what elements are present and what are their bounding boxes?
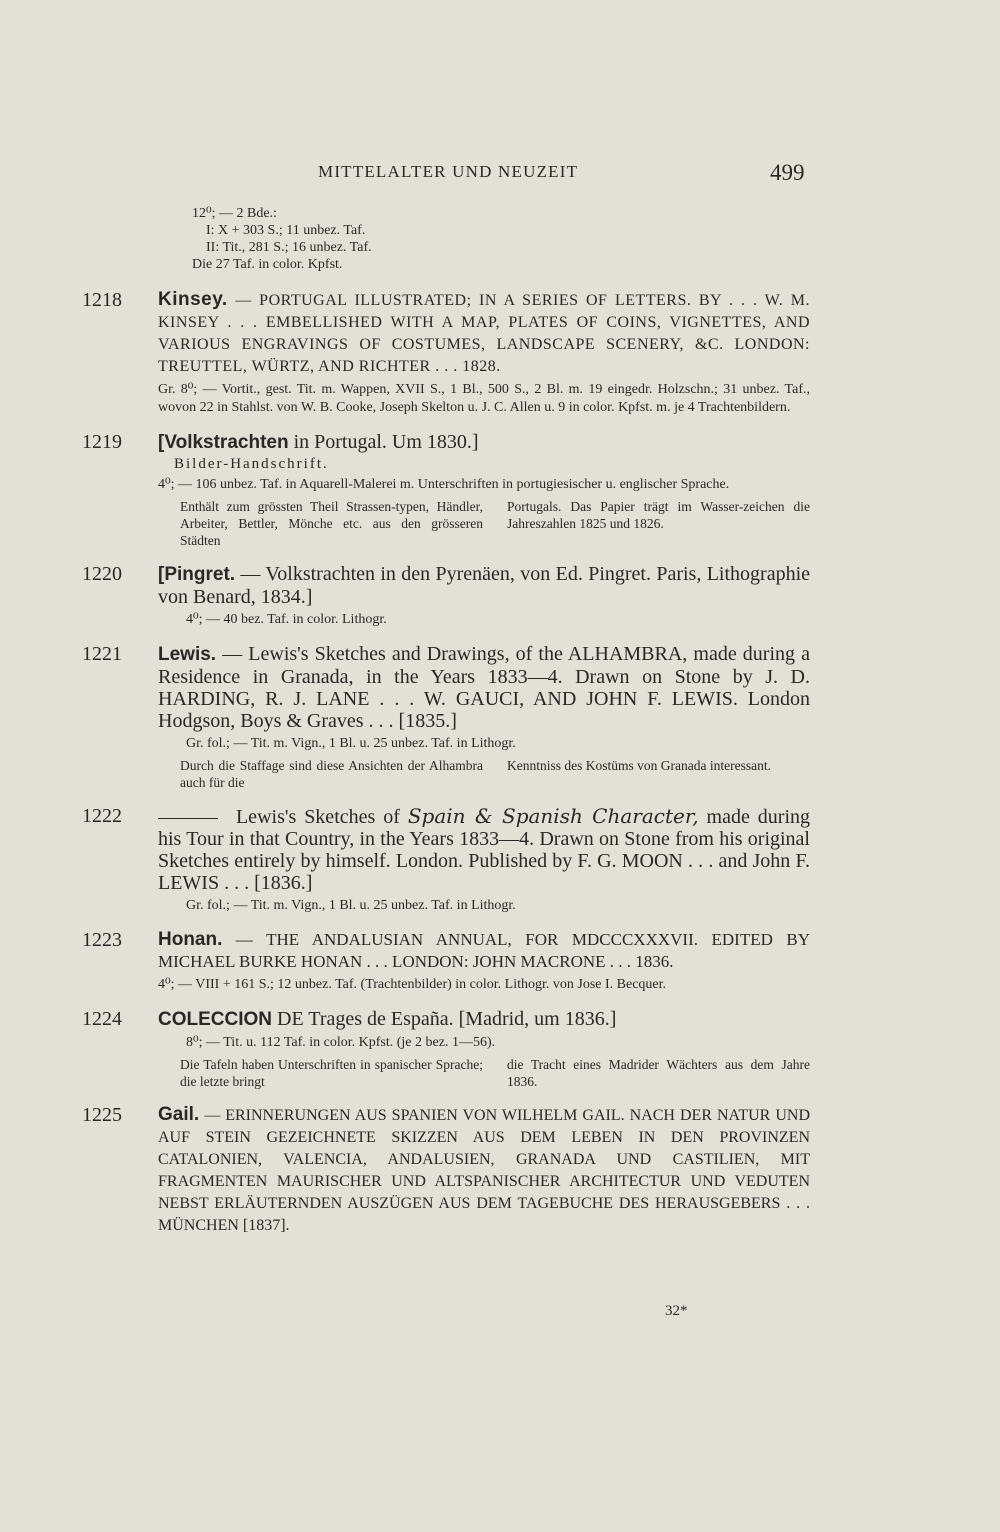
- entry-title: [158, 643, 810, 732]
- page-number: 499: [770, 160, 805, 185]
- entry-collation: 4⁰; — 40 bez. Taf. in color. Lithogr.: [186, 612, 387, 627]
- page-header: [0, 160, 1000, 190]
- note-left: Die Tafeln haben Unterschriften in spanischer Sprache; die letzte bringt: [180, 1057, 483, 1089]
- entry-author: [Volkstrachten: [158, 432, 289, 453]
- entry-author: [Pingret.: [158, 564, 236, 585]
- entry-title-text: made during his Tour in that Country, in the Years 1833—4. Drawn on Stone from his original Sketches entirely by himself. London. Published by F. G. MOON . . . and John F. LEWIS . . . [1836.]: [158, 806, 810, 894]
- ditto-dash: [158, 818, 218, 819]
- entry-title-text: Lewis's Sketches of: [235, 806, 408, 828]
- entry-number: 1225: [82, 1104, 122, 1126]
- prelude-line: II: Tit., 281 S.; 16 unbez. Taf.: [206, 240, 372, 255]
- catalog-entry: [82, 1008, 810, 1090]
- entry-title: [158, 289, 810, 378]
- note-left: Durch die Staffage sind diese Ansichten der Alhambra auch für die: [180, 758, 483, 790]
- entry-title-blackletter: Spain & Spanish Character,: [407, 804, 699, 828]
- entry-number: 1223: [82, 929, 122, 951]
- catalog-entry: [82, 1104, 810, 1237]
- entry-title-text: — THE ANDALUSIAN ANNUAL, FOR MDCCCXXXVII. EDITED BY MICHAEL BURKE HONAN . . . LONDON: JOHN MACRONE . . . 1836.: [158, 930, 811, 971]
- entry-title-text: — ERINNERUNGEN AUS SPANIEN VON WILHELM GAIL. NACH DER NATUR UND AUF STEIN GEZEICHNETE SKIZZEN AUS DEM LEBEN IN DEN PROVINZEN CATALONIEN, VALENCIA, ANDALUSIEN, GRANADA UND CASTILIEN, MIT FRAGMENTEN MAURISCHER UND ALTSPANISCHER ARCHITECTUR UND VEDUTEN NEBST ERLÄUTERNDEN AUSZÜGEN AUS DEM TAGEBUCHE DES HERAUSGEBERS . . . MÜNCHEN [1837].: [158, 1107, 811, 1234]
- entry-title: [158, 929, 810, 973]
- entry-collation: Gr. fol.; — Tit. m. Vign., 1 Bl. u. 25 unbez. Taf. in Lithogr.: [186, 898, 516, 913]
- entry-collation: Gr. 8⁰; — Vortit., gest. Tit. m. Wappen, XVII S., 1 Bl., 500 S., 2 Bl. m. 19 eingedr. Holzschn.; 31 unbez. Taf., wovon 22 in Stahlst. von W. B. Cooke, Joseph Skelton u. J. C. Allen u. 9 in color. Kpfst. m. je 4 Trachtenbildern.: [158, 382, 810, 415]
- entry-title: [158, 1104, 810, 1237]
- entry-title: [158, 805, 810, 894]
- catalog-entry: [82, 431, 810, 549]
- note-left: Enthält zum grössten Theil Strassen-typen, Händler, Arbeiter, Bettler, Mönche etc. aus den grösseren Städten: [180, 499, 483, 548]
- entry-note: [180, 757, 810, 791]
- entry-subtitle: Bilder-Handschrift.: [174, 456, 329, 472]
- entry-title: [158, 563, 810, 608]
- entry-title-text: in Portugal. Um 1830.]: [293, 431, 479, 453]
- entry-author: Lewis.: [158, 644, 217, 665]
- signature-mark: 32*: [665, 1303, 688, 1319]
- entry-note: [180, 498, 810, 549]
- entry-title: [158, 1008, 810, 1031]
- prelude-line: 12⁰; — 2 Bde.:: [192, 206, 277, 221]
- entry-title: [158, 431, 810, 454]
- entry-title-text: — Volkstrachten in den Pyrenäen, von Ed. Pingret. Paris, Lithographie von Benard, 1834.]: [158, 563, 811, 608]
- prelude-line: Die 27 Taf. in color. Kpfst.: [192, 257, 343, 272]
- catalog-entry: [82, 929, 810, 994]
- entry-author: Gail.: [158, 1104, 200, 1125]
- catalog-content: [82, 205, 810, 1237]
- entry-title-text: — PORTUGAL ILLUSTRATED; IN A SERIES OF LETTERS. BY . . . W. M. KINSEY . . . EMBELLISHED WITH A MAP, PLATES OF COINS, VIGNETTES, AND VARIOUS ENGRAVINGS OF COSTUMES, LANDSCAPE SCENERY, &C. LONDON: TREUTTEL, WÜRTZ, AND RICHTER . . . 1828.: [158, 292, 811, 375]
- entry-collation: Gr. fol.; — Tit. m. Vign., 1 Bl. u. 25 unbez. Taf. in Lithogr.: [186, 736, 516, 751]
- catalog-entry: [82, 563, 810, 629]
- entry-number: 1220: [82, 563, 122, 585]
- entry-title-text: — Lewis's Sketches and Drawings, of the ALHAMBRA, made during a Residence in Granada, in the Years 1833—4. Drawn on Stone by J. D. HARDING, R. J. LANE . . . W. GAUCI, AND JOHN F. LEWIS. London Hodgson, Boys & Graves . . . [1835.]: [158, 643, 810, 732]
- entry-collation: 8⁰; — Tit. u. 112 Taf. in color. Kpfst. (je 2 bez. 1—56).: [186, 1035, 496, 1050]
- entry-author: Kinsey.: [158, 289, 228, 310]
- prelude-collation: [192, 205, 810, 273]
- entry-number: 1219: [82, 431, 122, 453]
- prelude-line: I: X + 303 S.; 11 unbez. Taf.: [206, 223, 366, 238]
- entry-number: 1221: [82, 643, 122, 665]
- entry-number: 1224: [82, 1008, 122, 1030]
- note-right: Kenntniss des Kostüms von Granada interessant.: [507, 758, 771, 773]
- entry-number: 1222: [82, 805, 122, 827]
- running-head: MITTELALTER UND NEUZEIT: [318, 162, 579, 181]
- entry-title-text: DE Trages de España. [Madrid, um 1836.]: [277, 1008, 617, 1030]
- entry-collation: 4⁰; — 106 unbez. Taf. in Aquarell-Malerei m. Unterschriften in portugiesischer u. englischer Sprache.: [158, 477, 730, 492]
- entry-author: Honan.: [158, 929, 223, 950]
- catalog-entry: [82, 643, 810, 791]
- entry-number: 1218: [82, 289, 122, 311]
- catalog-entry: [82, 289, 810, 417]
- entry-author: COLECCION: [158, 1009, 272, 1030]
- note-right: die Tracht eines Madrider Wächters aus dem Jahre 1836.: [507, 1057, 810, 1089]
- entry-note: [180, 1056, 810, 1090]
- catalog-entry: [82, 805, 810, 915]
- note-right: Portugals. Das Papier trägt im Wasser-zeichen die Jahreszahlen 1825 und 1826.: [507, 499, 810, 531]
- entry-collation: 4⁰; — VIII + 161 S.; 12 unbez. Taf. (Trachtenbilder) in color. Lithogr. von Jose I. Becquer.: [158, 977, 667, 992]
